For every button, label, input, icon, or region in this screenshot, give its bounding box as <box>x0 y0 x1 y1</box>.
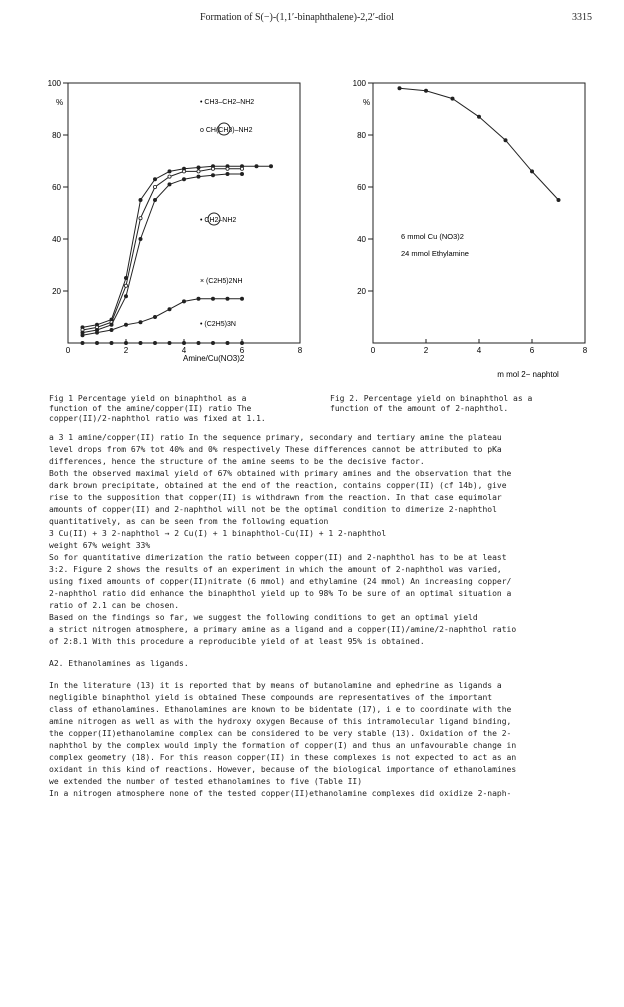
data-point <box>81 341 84 344</box>
data-point <box>211 174 214 177</box>
x-tick-label: 2 <box>423 346 429 355</box>
y-tick-label: 80 <box>52 131 61 140</box>
legend-phenylethylamine: o CH(CH3)–NH2 <box>200 127 253 134</box>
data-point <box>226 172 229 175</box>
data-point <box>197 166 200 169</box>
data-point <box>124 341 127 344</box>
fig1-caption <box>49 394 319 424</box>
data-point <box>153 178 156 181</box>
data-point <box>153 198 156 201</box>
body-line: 3:2. Figure 2 shows the results of an experiment in which the amount of 2-naphthol was varied, <box>49 565 502 574</box>
body-line: ratio of 2.1 can be chosen. <box>49 601 180 610</box>
data-point <box>557 198 560 201</box>
header-title: Formation of S(−)-(1,1′-binaphthalene)-2,2′-diol <box>200 12 394 23</box>
data-point <box>211 341 214 344</box>
x-tick-label: 0 <box>370 346 376 355</box>
y-tick-label: 100 <box>47 79 61 88</box>
data-point <box>530 170 533 173</box>
fig1-y-unit: % <box>56 98 64 107</box>
caption-line: Fig 2. Percentage yield on binaphthol as a <box>330 394 533 403</box>
fig1-chart <box>48 79 303 355</box>
data-point <box>182 300 185 303</box>
body-line: rise to the supposition that copper(II) is withdrawn from the reaction. In that case equimolar <box>49 493 502 502</box>
data-point <box>197 341 200 344</box>
data-point <box>124 295 127 298</box>
series-line <box>83 299 243 335</box>
data-point <box>451 97 454 100</box>
x-tick-label: 6 <box>239 346 245 355</box>
y-tick-label: 60 <box>357 183 366 192</box>
data-point <box>424 89 427 92</box>
caption-line: function of the amine/copper(II) ratio The <box>49 404 252 413</box>
y-tick-label: 80 <box>357 131 366 140</box>
data-point <box>153 185 156 188</box>
data-point <box>95 341 98 344</box>
data-point <box>81 334 84 337</box>
data-point <box>226 341 229 344</box>
data-point <box>168 341 171 344</box>
data-point <box>139 198 142 201</box>
body-line: the copper(II)ethanolamine complex can be considered to be very stable (13). Oxidation of the 2- <box>49 729 512 738</box>
fig1-frame <box>68 83 300 343</box>
data-point <box>168 183 171 186</box>
x-tick-label: 4 <box>476 346 482 355</box>
body-line: A2. Ethanolamines as ligands. <box>49 659 189 668</box>
body-line: So for quantitative dimerization the ratio between copper(II) and 2-naphthol has to be at least <box>49 553 507 562</box>
caption-line: function of the amount of 2-naphthol. <box>330 404 509 413</box>
body-line: we extended the number of tested ethanolamines to five (Table II) <box>49 777 363 786</box>
body-line: of 2:8.1 With this procedure a reproducible yield of at least 95% is obtained. <box>49 637 425 646</box>
fig1-x-label: Amine/Cu(NO3)2 <box>183 354 245 363</box>
body-line: Based on the findings so far, we suggest the following conditions to get an optimal yield <box>49 613 478 622</box>
data-point <box>139 217 142 220</box>
y-tick-label: 60 <box>52 183 61 192</box>
body-line: 3 Cu(II) + 3 2-naphthol → 2 Cu(I) + 1 binaphthol-Cu(II) + 1 2-naphthol <box>49 529 387 538</box>
data-point <box>110 323 113 326</box>
figures <box>0 0 624 400</box>
legend-diethylamine: × (C2H5)2NH <box>200 278 243 285</box>
data-point <box>168 308 171 311</box>
x-tick-label: 8 <box>297 346 303 355</box>
data-point <box>240 341 243 344</box>
body-line: negligible binaphthol yield is obtained These compounds are representatives of the important <box>49 693 493 702</box>
data-point <box>153 315 156 318</box>
data-point <box>168 170 171 173</box>
data-point <box>477 115 480 118</box>
body-line: class of ethanolamines. Ethanolamines are known to be bidentate (17), i e to coordinate with the <box>49 705 512 714</box>
body-line: quantitatively, as can be seen from the following equation <box>49 517 329 526</box>
legend-ethylamine: • CH3–CH2–NH2 <box>200 99 255 106</box>
x-tick-label: 2 <box>123 346 129 355</box>
data-point <box>211 297 214 300</box>
series-line <box>83 166 272 327</box>
series-line <box>400 88 559 200</box>
caption-line: copper(II)/2-naphthol ratio was fixed at 1.1. <box>49 414 266 423</box>
body-line: a strict nitrogen atmosphere, a primary amine as a ligand and a copper(II)/amine/2-naphthol ratio <box>49 625 517 634</box>
data-point <box>139 321 142 324</box>
body-line: level drops from 67% tot 40% and 0% respectively These differences cannot be attributed to pKa <box>49 445 502 454</box>
legend-triethylamine: • (C2H5)3N <box>200 321 236 328</box>
data-point <box>168 175 171 178</box>
body-line: In the literature (13) it is reported that by means of butanolamine and ephedrine as ligands a <box>49 681 502 690</box>
fig2-annotation-2: 24 mmol Ethylamine <box>401 249 469 258</box>
series-line <box>83 169 243 330</box>
fig2-caption <box>330 394 590 414</box>
data-point <box>240 297 243 300</box>
body-line: In a nitrogen atmosphere none of the tested copper(II)ethanolamine complexes did oxidize 2-naph- <box>49 789 512 798</box>
data-point <box>226 167 229 170</box>
data-point <box>153 341 156 344</box>
body-line: amine nitrogen as well as with the hydroxy oxygen Because of this intramolecular ligand binding, <box>49 717 512 726</box>
y-tick-label: 40 <box>52 235 61 244</box>
body-line: differences, hence the structure of the amine seems to be the decisive factor. <box>49 457 425 466</box>
body-line: using fixed amounts of copper(II)nitrate (6 mmol) and ethylamine (24 mmol) An increasing copper/ <box>49 577 512 586</box>
y-tick-label: 20 <box>357 287 366 296</box>
fig2-annotation-1: 6 mmol Cu (NO3)2 <box>401 232 464 241</box>
body-line: amounts of copper(II) and 2-naphthol will not be the optimal condition to dimerize 2-naphthol <box>49 505 497 514</box>
page-number: 3315 <box>572 12 592 23</box>
data-point <box>398 87 401 90</box>
data-point <box>95 331 98 334</box>
body-line: complex geometry (18). For this reason copper(II) in these complexes is not expected to act as an <box>49 753 517 762</box>
series-line <box>83 174 243 333</box>
data-point <box>240 167 243 170</box>
body-line: a 3 1 amine/copper(II) ratio In the sequence primary, secondary and tertiary amine the plateau <box>49 433 502 442</box>
data-point <box>182 178 185 181</box>
x-tick-label: 0 <box>65 346 71 355</box>
x-tick-label: 8 <box>582 346 588 355</box>
blank-line <box>49 670 589 680</box>
body-text <box>49 432 589 800</box>
data-point <box>269 165 272 168</box>
data-point <box>182 170 185 173</box>
fig2-y-unit: % <box>363 98 371 107</box>
data-point <box>139 341 142 344</box>
body-line: 2-naphthol ratio did enhance the binaphthol yield up to 98% To be sure of an optimal situation a <box>49 589 512 598</box>
body-line: weight 67% weight 33% <box>49 541 151 550</box>
body-line: Both the observed maximal yield of 67% obtained with primary amines and the observation that the <box>49 469 512 478</box>
data-point <box>240 172 243 175</box>
data-point <box>110 328 113 331</box>
data-point <box>211 167 214 170</box>
data-point <box>197 170 200 173</box>
x-tick-label: 6 <box>529 346 535 355</box>
data-point <box>139 237 142 240</box>
x-tick-label: 4 <box>181 346 187 355</box>
fig2-frame <box>373 83 585 343</box>
y-tick-label: 100 <box>352 79 366 88</box>
body-line: naphthol by the complex would imply the formation of copper(I) and thus an unfavourable change in <box>49 741 517 750</box>
data-point <box>255 165 258 168</box>
fig2-chart <box>353 79 588 355</box>
y-tick-label: 40 <box>357 235 366 244</box>
data-point <box>124 323 127 326</box>
data-point <box>182 341 185 344</box>
blank-line <box>49 648 589 658</box>
data-point <box>197 297 200 300</box>
body-line: dark brown precipitate, obtained at the end of the reaction, contains copper(II) (cf 14b), give <box>49 481 507 490</box>
legend-benzylamine: • CH2–NH2 <box>200 217 237 224</box>
data-point <box>110 341 113 344</box>
fig2-x-label: m mol 2− naphtol <box>497 370 559 379</box>
data-point <box>504 139 507 142</box>
y-tick-label: 20 <box>52 287 61 296</box>
caption-line: Fig 1 Percentage yield on binaphthol as a <box>49 394 247 403</box>
data-point <box>124 284 127 287</box>
data-point <box>197 175 200 178</box>
data-point <box>226 297 229 300</box>
body-line: oxidant in this kind of reactions. However, because of the biological importance of ethanolamines <box>49 765 517 774</box>
